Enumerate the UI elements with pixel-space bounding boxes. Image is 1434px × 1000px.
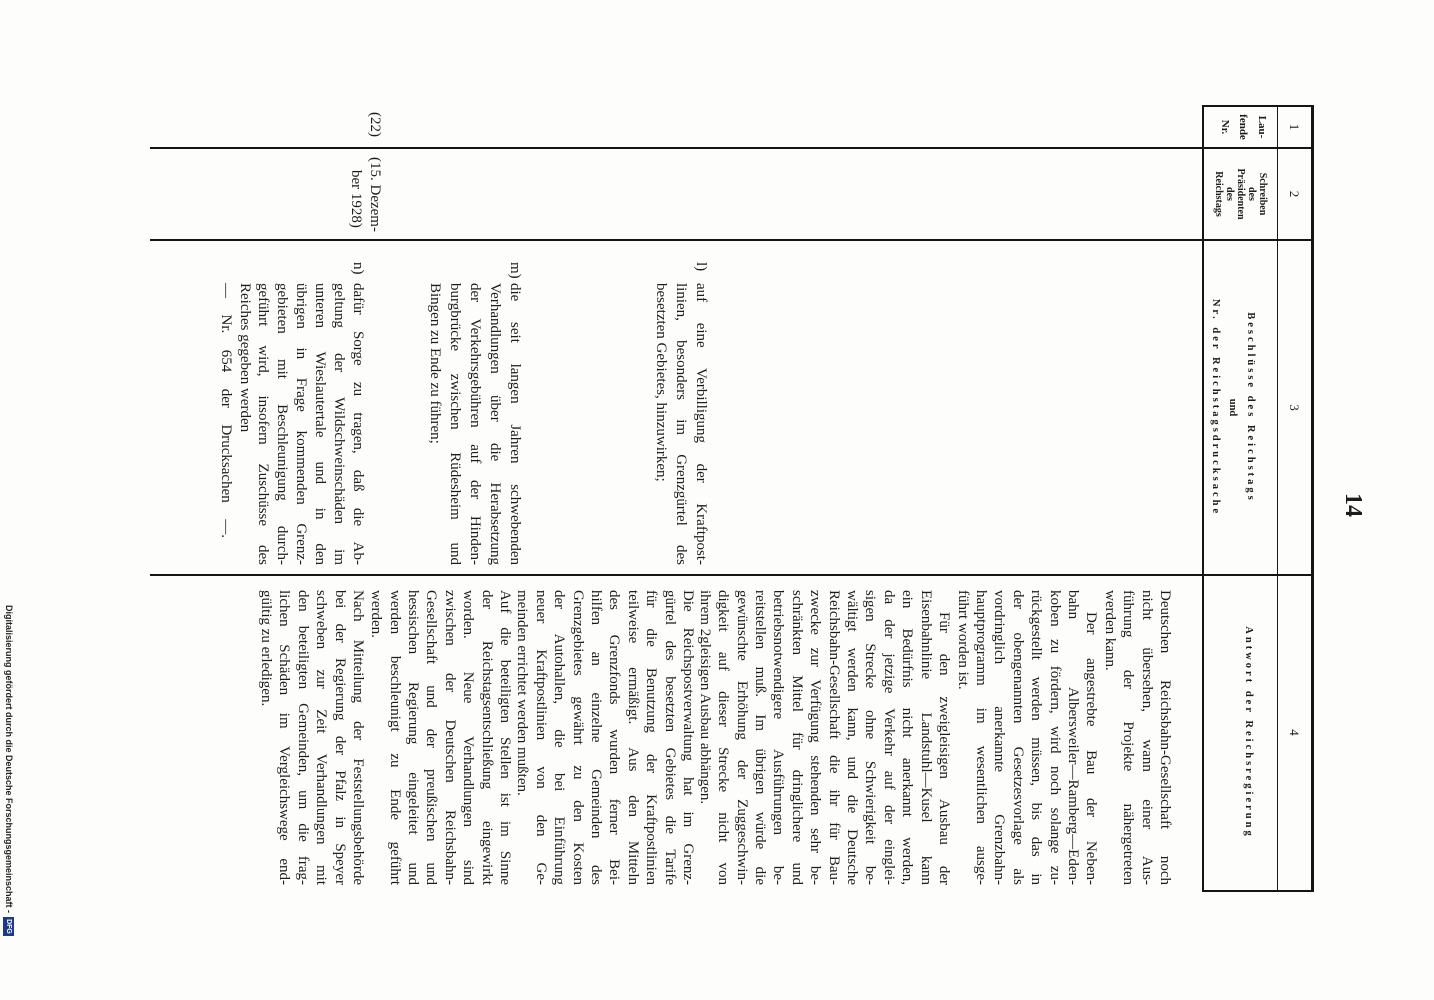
answer-line: schweben zur Zeit Verhandlungen mit bbox=[313, 590, 330, 885]
resolution-line: dafür Sorge zu tragen, daß die Ab- bbox=[350, 283, 366, 565]
answer-line: Der angestrebte Bau der Neben- bbox=[1083, 612, 1100, 885]
answer-line: Grenzgebietes gewährt zu den Kosten bbox=[569, 590, 586, 885]
answer-line: ein Bedürfnis nicht anerkannt werden, bbox=[899, 590, 916, 885]
answer-block bbox=[257, 590, 367, 885]
header-line: Reichstags bbox=[1213, 171, 1224, 217]
answer-line: der obengenannten Gesetzesvorlage als bbox=[1009, 590, 1026, 885]
document-reference: — Nr. 654 der Drucksachen —. bbox=[218, 283, 234, 538]
answer-line: Reichsbahn-Gesellschaft die ihr für Bau- bbox=[825, 590, 842, 885]
column-rule-3-4 bbox=[150, 574, 1314, 576]
answer-line: den beteiligten Gemeinden, um die frag- bbox=[294, 590, 311, 885]
answer-line: hauptprogramm im wesentlichen ausge- bbox=[972, 590, 989, 885]
header-line: Präsidenten bbox=[1235, 168, 1246, 220]
resolution-line: gebieten mit Beschleunigung durch- bbox=[274, 283, 291, 565]
answer-line: des Grenzfonds wurden ferner Bei- bbox=[606, 590, 623, 885]
answer-line: lichen Schäden im Vergleichswege end- bbox=[276, 590, 293, 885]
answer-line: zwecke zur Verfügung stehenden sehr be- bbox=[807, 590, 824, 885]
answer-line: wältigt werden kann, und die Deutsche bbox=[844, 590, 861, 885]
answer-line: neuer Kraftpostlinien von den Ge- bbox=[532, 590, 549, 885]
answer-line: führung der Projekte nähergetreten bbox=[1120, 590, 1137, 885]
header-government-answer: Antwort der Reichsregierung bbox=[1243, 626, 1254, 839]
answer-line: bei der Regierung der Pfalz in Speyer bbox=[331, 590, 348, 885]
page-number: 14 bbox=[1340, 493, 1366, 517]
header-line: des bbox=[1246, 187, 1257, 201]
table-right-rule bbox=[1202, 890, 1314, 892]
header-running-number bbox=[1216, 107, 1272, 147]
answer-line: für die Benutzung der Kraftpostlinien bbox=[643, 590, 660, 885]
header-line: fende bbox=[1237, 114, 1250, 140]
answer-block bbox=[513, 590, 697, 885]
dfg-logo: DFG bbox=[5, 919, 13, 934]
digitization-footer bbox=[3, 605, 15, 936]
column-number: 2 bbox=[1287, 190, 1302, 198]
column-number-rule bbox=[1277, 105, 1278, 892]
answer-line: worden. Neue Verhandlungen sind bbox=[460, 590, 477, 885]
resolution-line: linien, besonders im Grenzgürtel des bbox=[673, 283, 690, 565]
answer-line: Eisenbahnlinie Landstuhl—Kusel kann bbox=[917, 590, 934, 885]
resolution-label: l) bbox=[693, 262, 709, 272]
answer-line: nicht übersehen, wann einer Aus- bbox=[1138, 590, 1155, 885]
answer-line: werden. bbox=[368, 590, 385, 638]
answer-line: vordringlich anerkannte Grenzbahn- bbox=[991, 590, 1008, 885]
answer-block bbox=[367, 590, 514, 885]
answer-line: koben zu fördern, wird noch solange zu- bbox=[1046, 590, 1063, 885]
column-number: 1 bbox=[1287, 123, 1302, 131]
resolution-line: der Verkehrsgebühren auf der Hinden- bbox=[467, 283, 483, 565]
entry-number: (22) bbox=[367, 112, 383, 137]
answer-line: hilfen an einzelne Gemeinden des bbox=[587, 590, 604, 885]
header-line: Nr. bbox=[1219, 119, 1231, 135]
answer-line: Für den zweigleisigen Ausbau der bbox=[936, 612, 953, 885]
header-line: des bbox=[1224, 187, 1235, 201]
resolution-item bbox=[425, 262, 525, 565]
answer-line: teilweise ermäßigt. Aus den Mitteln bbox=[624, 590, 641, 885]
answer-line: betriebsnotwendigere Ausführungen be- bbox=[770, 590, 787, 885]
header-letter-of-president bbox=[1213, 148, 1268, 240]
resolution-line: besetzten Gebietes, hinzuwirken; bbox=[653, 283, 670, 482]
answer-block bbox=[695, 590, 1174, 885]
answer-line: digkeit auf dieser Strecke nicht von bbox=[715, 590, 732, 885]
answer-line: Nach Mitteilung der Feststellungsbehörde bbox=[350, 590, 366, 885]
resolution-line: Verhandlungen über die Herabsetzung bbox=[487, 283, 503, 565]
answer-line: gürtel des besetzten Gebietes die Tarife bbox=[661, 590, 678, 885]
resolution-line: übrigen in Frage kommenden Grenz- bbox=[293, 283, 310, 565]
resolution-line: unteren Wieslautertale und in den bbox=[312, 283, 329, 565]
answer-line: bahn Albersweiler—Ramberg—Eden- bbox=[1064, 590, 1081, 885]
resolution-line: burgbrücke zwischen Rüdesheim und bbox=[447, 283, 463, 565]
column-rule-2-3 bbox=[150, 239, 1314, 241]
answer-line: reitstellen muß. Im übrigen würde die bbox=[752, 590, 769, 885]
answer-line: werden kann. bbox=[1101, 590, 1118, 671]
column-rule-1-2 bbox=[150, 147, 1314, 149]
answer-line: Die Reichspostverwaltung hat im Grenz- bbox=[680, 590, 696, 885]
answer-line: ihrem 2gleisigen Ausbau abhängen. bbox=[696, 590, 713, 805]
resolution-line: auf eine Verbilligung der Kraftpost- bbox=[693, 283, 709, 565]
resolution-line: geführt wird, insofern Zuschüsse des bbox=[255, 283, 272, 565]
header-line: Lau- bbox=[1256, 115, 1268, 139]
resolution-item bbox=[235, 262, 367, 565]
answer-line: rückgestellt werden müssen, bis das in bbox=[1028, 590, 1045, 885]
answer-line: gültig zu erledigen. bbox=[257, 590, 274, 707]
answer-line: gewünschte Erhöhung der Zuggeschwin- bbox=[733, 590, 750, 885]
answer-line: Gesellschaft und der preußischen und bbox=[423, 590, 440, 885]
resolution-line: die seit langen Jahren schwebenden bbox=[507, 283, 523, 565]
header-bottom-rule bbox=[1202, 105, 1204, 892]
answer-line: da der jetzige Verkehr auf der einglei- bbox=[880, 590, 897, 885]
answer-line: werden beschleunigt zu Ende geführt bbox=[386, 590, 403, 885]
entry-date-line: ber 1928) bbox=[348, 170, 364, 228]
answer-line: schränkten Mittel für dringlichere und bbox=[788, 590, 805, 885]
resolution-line: Bingen zu Ende zu führen; bbox=[427, 283, 443, 444]
entry-date-line: (15. Dezem- bbox=[367, 157, 383, 232]
answer-line: meinden errichtet werden mußten. bbox=[514, 590, 531, 796]
header-line: Nr. der Reichstagsdrucksache bbox=[1210, 298, 1221, 517]
answer-line: der Autohallen, die bei Einführung bbox=[551, 590, 568, 885]
resolution-line: geltung der Wildschweinschäden im bbox=[331, 283, 348, 565]
answer-line: Deutschen Reichsbahn-Gesellschaft noch bbox=[1157, 590, 1173, 885]
column-number: 4 bbox=[1287, 729, 1302, 736]
table-top-rule bbox=[1311, 105, 1314, 892]
answer-line: der Reichstagsentschließung eingewirkt bbox=[478, 590, 495, 885]
header-line: und bbox=[1227, 398, 1239, 417]
header-line: Schreiben bbox=[1257, 172, 1268, 216]
resolution-label: m) bbox=[507, 262, 523, 279]
answer-line: Auf die beteiligten Stellen ist im Sinne bbox=[497, 590, 513, 885]
header-line: Beschlüsse des Reichstags bbox=[1245, 312, 1256, 503]
answer-line: hessischen Regierung eingeleitet und bbox=[404, 590, 421, 885]
resolution-label: n) bbox=[350, 262, 366, 275]
answer-line: sigen Strecke ohne Schwierigkeit be- bbox=[862, 590, 879, 885]
answer-line: führt worden ist. bbox=[954, 590, 971, 690]
column-number: 3 bbox=[1287, 404, 1302, 411]
answer-line: zwischen der Deutschen Reichsbahn- bbox=[441, 590, 458, 885]
resolution-line: Reiches gegeben werden bbox=[236, 283, 253, 433]
footer-text: Digitalisierung gefördert durch die Deutsche Forschungsgemeinschaft - bbox=[4, 605, 14, 914]
header-resolutions bbox=[1207, 240, 1260, 575]
resolution-item bbox=[651, 262, 710, 565]
